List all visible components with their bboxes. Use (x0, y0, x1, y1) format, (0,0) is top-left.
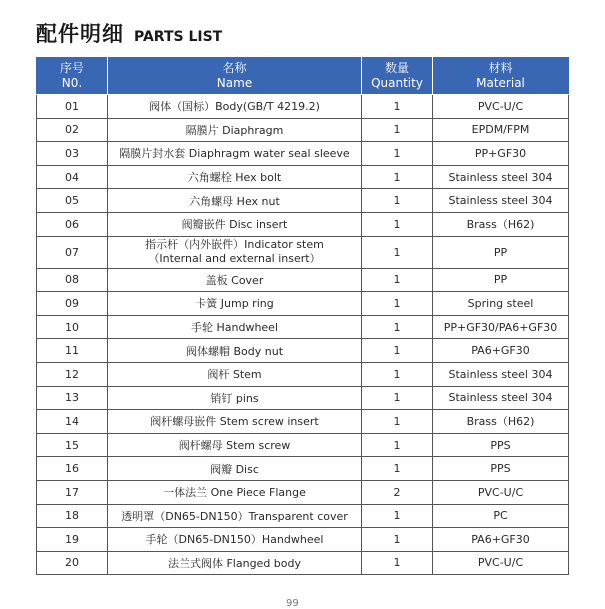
cell-name: 六角螺栓 Hex bolt (108, 165, 362, 189)
cell-number: 17 (37, 480, 108, 504)
cell-name: 六角螺母 Hex nut (108, 189, 362, 213)
cell-number: 19 (37, 528, 108, 552)
page-title (36, 18, 222, 48)
parts-table (36, 57, 569, 575)
cell-number: 14 (37, 410, 108, 434)
cell-number: 02 (37, 118, 108, 142)
header-number-en: N0. (61, 76, 83, 90)
table-row (37, 315, 569, 339)
table-row (37, 236, 569, 268)
cell-material: PPS (433, 457, 569, 481)
cell-material: PVC-U/C (433, 95, 569, 119)
cell-name: 阀杆螺母 Stem screw (108, 433, 362, 457)
cell-name: 阀杆螺母嵌件 Stem screw insert (108, 410, 362, 434)
cell-quantity: 1 (362, 292, 433, 316)
cell-quantity: 1 (362, 95, 433, 119)
table-row (37, 410, 569, 434)
header-material-en: Material (476, 76, 525, 90)
header-quantity-en: Quantity (371, 76, 423, 90)
cell-material: PC (433, 504, 569, 528)
cell-quantity: 1 (362, 339, 433, 363)
cell-material: PVC-U/C (433, 551, 569, 575)
header-number (37, 58, 108, 95)
table-row (37, 189, 569, 213)
cell-quantity: 1 (362, 410, 433, 434)
header-quantity (362, 58, 433, 95)
cell-name: 阀体螺帽 Body nut (108, 339, 362, 363)
cell-quantity: 1 (362, 457, 433, 481)
cell-name: 盖板 Cover (108, 268, 362, 292)
table-row (37, 268, 569, 292)
cell-name: 法兰式阀体 Flanged body (108, 551, 362, 575)
cell-number: 11 (37, 339, 108, 363)
table-row (37, 165, 569, 189)
title-cn: 配件明细 (36, 22, 124, 46)
cell-quantity: 1 (362, 528, 433, 552)
cell-quantity: 1 (362, 212, 433, 236)
cell-number: 18 (37, 504, 108, 528)
cell-number: 20 (37, 551, 108, 575)
table-row (37, 362, 569, 386)
page-number: 99 (286, 598, 299, 609)
cell-name-line2: （Internal and external insert） (148, 252, 321, 266)
cell-quantity: 1 (362, 386, 433, 410)
cell-material: Stainless steel 304 (433, 165, 569, 189)
cell-material: Stainless steel 304 (433, 189, 569, 213)
header-quantity-cn: 数量 (384, 61, 409, 75)
cell-name: 阀瓣嵌件 Disc insert (108, 212, 362, 236)
cell-quantity: 1 (362, 236, 433, 268)
cell-name: 透明罩（DN65-DN150）Transparent cover (108, 504, 362, 528)
title-en: PARTS LIST (134, 29, 223, 45)
cell-number: 03 (37, 142, 108, 166)
cell-material: PP (433, 236, 569, 268)
cell-number: 16 (37, 457, 108, 481)
cell-material: PP (433, 268, 569, 292)
cell-quantity: 2 (362, 480, 433, 504)
cell-quantity: 1 (362, 315, 433, 339)
cell-number: 10 (37, 315, 108, 339)
table-row (37, 480, 569, 504)
cell-material: PP+GF30/PA6+GF30 (433, 315, 569, 339)
cell-quantity: 1 (362, 433, 433, 457)
table-row (37, 386, 569, 410)
cell-material: Brass（H62) (433, 212, 569, 236)
cell-material: PA6+GF30 (433, 528, 569, 552)
cell-number: 09 (37, 292, 108, 316)
table-row (37, 457, 569, 481)
table-row (37, 504, 569, 528)
cell-material: Brass（H62) (433, 410, 569, 434)
cell-material: Stainless steel 304 (433, 386, 569, 410)
cell-number: 13 (37, 386, 108, 410)
cell-material: Spring steel (433, 292, 569, 316)
cell-number: 05 (37, 189, 108, 213)
cell-material: PP+GF30 (433, 142, 569, 166)
header-name (108, 58, 362, 95)
cell-name: 阀杆 Stem (108, 362, 362, 386)
cell-name: 阀瓣 Disc (108, 457, 362, 481)
cell-material: EPDM/FPM (433, 118, 569, 142)
cell-quantity: 1 (362, 165, 433, 189)
table-row (37, 118, 569, 142)
cell-quantity: 1 (362, 142, 433, 166)
table-row (37, 292, 569, 316)
cell-number: 06 (37, 212, 108, 236)
table-row (37, 551, 569, 575)
cell-number: 01 (37, 95, 108, 119)
cell-quantity: 1 (362, 504, 433, 528)
cell-material: PA6+GF30 (433, 339, 569, 363)
cell-number: 12 (37, 362, 108, 386)
cell-name-line1: 指示杆（内外嵌件）Indicator stem (145, 238, 324, 252)
table-header-row (37, 58, 569, 95)
cell-name: 隔膜片 Diaphragm (108, 118, 362, 142)
cell-number: 07 (37, 236, 108, 268)
cell-number: 15 (37, 433, 108, 457)
cell-quantity: 1 (362, 118, 433, 142)
cell-name: 隔膜片封水套 Diaphragm water seal sleeve (108, 142, 362, 166)
cell-name: 销钉 pins (108, 386, 362, 410)
header-name-en: Name (216, 76, 253, 90)
table-row (37, 95, 569, 119)
cell-name: 一体法兰 One Piece Flange (108, 480, 362, 504)
cell-quantity: 1 (362, 551, 433, 575)
cell-name: 手轮（DN65-DN150）Handwheel (108, 528, 362, 552)
cell-quantity: 1 (362, 268, 433, 292)
cell-number: 08 (37, 268, 108, 292)
cell-name: 手轮 Handwheel (108, 315, 362, 339)
cell-number: 04 (37, 165, 108, 189)
cell-material: PPS (433, 433, 569, 457)
table-row (37, 339, 569, 363)
cell-material: PVC-U/C (433, 480, 569, 504)
header-number-cn: 序号 (59, 61, 84, 75)
cell-name (108, 236, 362, 268)
header-name-cn: 名称 (222, 61, 247, 75)
header-material (433, 58, 569, 95)
cell-name: 阀体（国标）Body(GB/T 4219.2) (108, 95, 362, 119)
cell-quantity: 1 (362, 362, 433, 386)
table-row (37, 142, 569, 166)
cell-name: 卡簧 Jump ring (108, 292, 362, 316)
parts-table-body (37, 95, 569, 575)
table-row (37, 212, 569, 236)
cell-quantity: 1 (362, 189, 433, 213)
table-row (37, 528, 569, 552)
header-material-cn: 材料 (488, 61, 513, 75)
cell-material: Stainless steel 304 (433, 362, 569, 386)
table-row (37, 433, 569, 457)
